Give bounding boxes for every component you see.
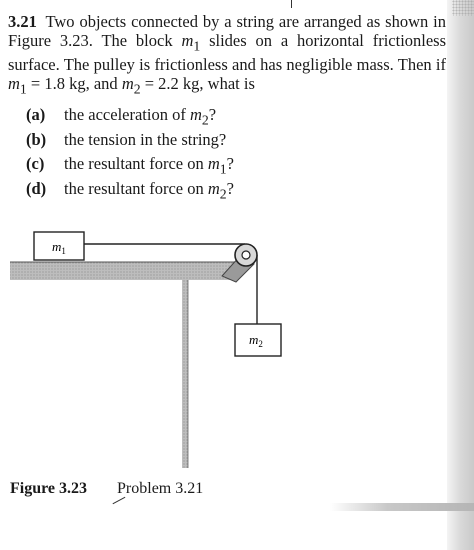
- part-letter: (c): [26, 154, 45, 173]
- block-m2-label: $m_2$: [249, 332, 263, 349]
- part-var: m: [189, 105, 202, 124]
- problem-number: 3.21: [8, 12, 37, 31]
- m1-subscript-value: 1: [19, 81, 27, 97]
- part-text: the acceleration of: [64, 105, 186, 124]
- m1-symbol: m: [181, 31, 194, 50]
- block-m1-label: $m_1$: [52, 239, 66, 256]
- m2-symbol-value: m: [121, 74, 134, 94]
- part-a: [26, 105, 234, 130]
- figure-label: Figure 3.23: [10, 480, 88, 497]
- part-b: [26, 130, 234, 155]
- problem-text-part1: Two objects connected by a string are arranged as shown in Figure 3.23. The block: [8, 12, 446, 50]
- part-d: [26, 179, 234, 204]
- part-end: ?: [208, 105, 217, 124]
- m1-subscript: 1: [193, 38, 201, 54]
- problem-parts: [26, 105, 234, 203]
- problem-statement: [8, 12, 446, 99]
- part-end: ?: [226, 178, 234, 198]
- part-sub: 2: [219, 185, 227, 201]
- part-c: [26, 154, 234, 179]
- part-text: the resultant force on: [64, 154, 204, 173]
- part-text: the resultant force on: [64, 178, 204, 198]
- problem-text-part2: slides on a horizontal frictionless surface. The pulley is frictionless and has negligible mass. Then if: [8, 31, 447, 75]
- stray-tick-mark: [291, 0, 292, 8]
- pulley-figure: [0, 220, 474, 470]
- part-sub: 1: [219, 161, 227, 177]
- part-letter: (a): [26, 105, 46, 124]
- pulley-axle: [242, 251, 250, 259]
- part-letter: (b): [26, 129, 47, 149]
- part-var: m: [207, 154, 220, 173]
- part-letter: (d): [26, 178, 47, 198]
- m1-value: = 1.8 kg, and: [30, 74, 118, 94]
- problem-label: Problem 3.21: [117, 480, 204, 497]
- part-sub: 2: [201, 112, 209, 128]
- part-var: m: [207, 178, 220, 198]
- part-text: the tension in the string?: [64, 129, 227, 149]
- scan-noise: [452, 0, 474, 16]
- m1-symbol-value: m: [8, 74, 20, 94]
- page-bottom-shadow: [330, 503, 474, 511]
- table-cutout: [10, 280, 182, 470]
- part-end: ?: [226, 154, 234, 173]
- m2-subscript-value: 2: [133, 81, 141, 97]
- figure-caption: [10, 480, 203, 498]
- m2-value: = 2.2 kg, what is: [144, 74, 255, 94]
